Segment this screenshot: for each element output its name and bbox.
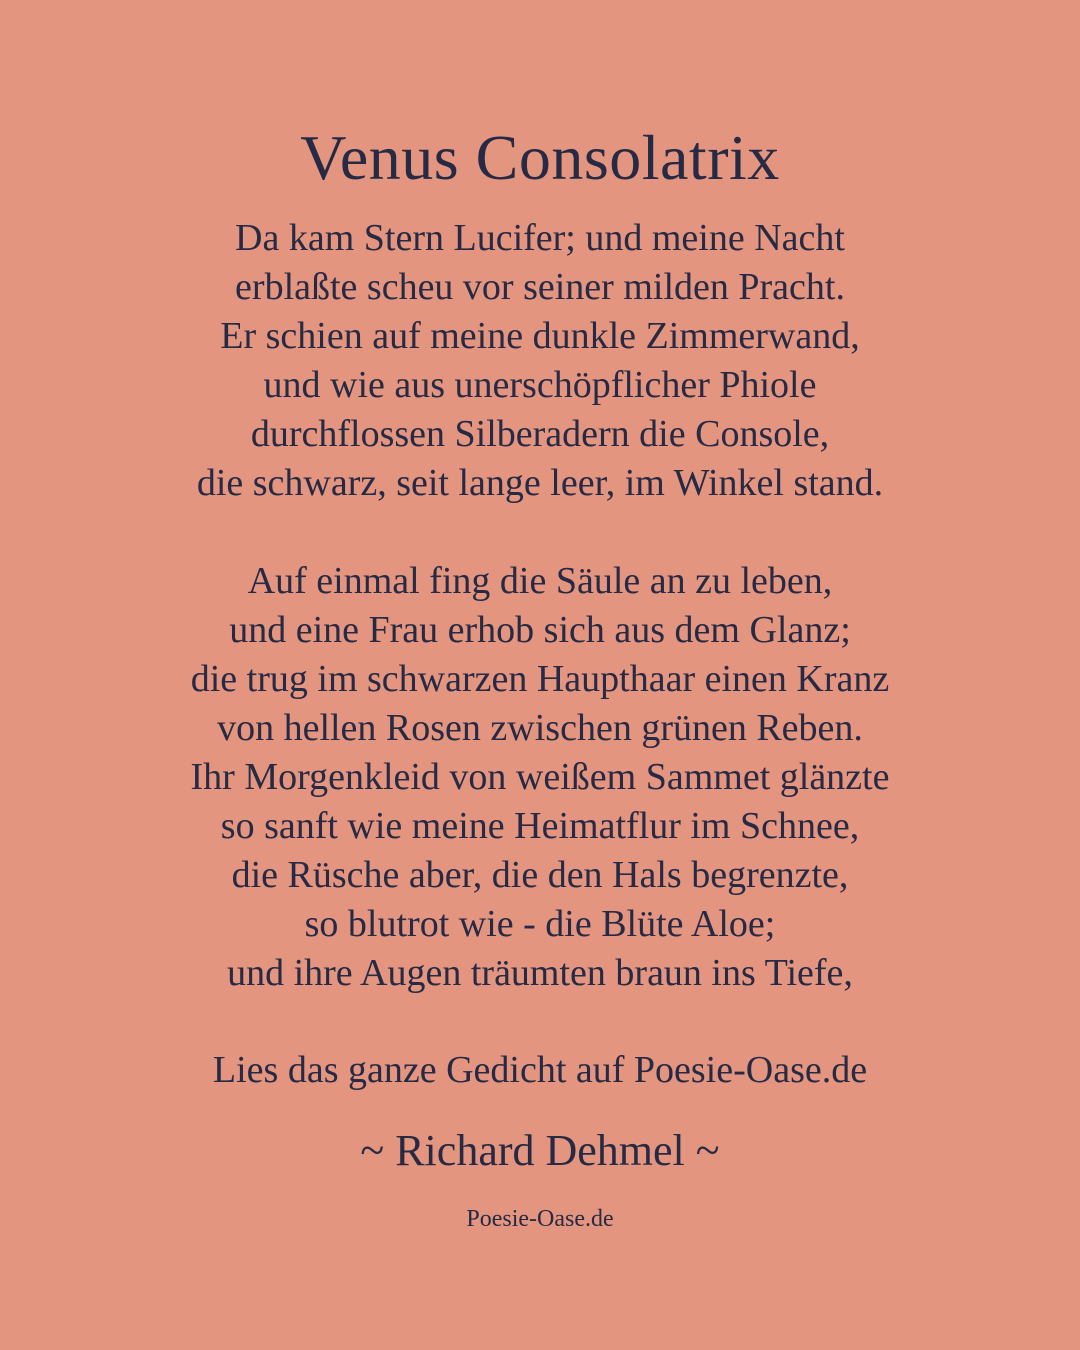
poem-line: Er schien auf meine dunkle Zimmerwand,: [220, 315, 860, 357]
poem-title: Venus Consolatrix: [300, 122, 780, 193]
poem-line: erblaßte scheu vor seiner milden Pracht.: [235, 266, 845, 308]
poem-line: und wie aus unerschöpflicher Phiole: [263, 364, 817, 406]
poem-line: die schwarz, seit lange leer, im Winkel stand.: [196, 462, 884, 504]
author-name: ~ Richard Dehmel ~: [360, 1126, 720, 1175]
footer-site-name: Poesie-Oase.de: [466, 1206, 614, 1232]
poem-line: Auf einmal fing die Säule an zu leben,: [247, 560, 833, 602]
read-more-text: Lies das ganze Gedicht auf Poesie-Oase.de: [212, 1049, 868, 1091]
poem-line: so sanft wie meine Heimatflur im Schnee,: [220, 805, 860, 847]
stanza-1: [40, 214, 1040, 508]
poem-line: Ihr Morgenkleid von weißem Sammet glänzte: [190, 756, 890, 798]
poem-line: die trug im schwarzen Haupthaar einen Kranz: [190, 658, 890, 700]
poem-line: so blutrot wie - die Blüte Aloe;: [304, 903, 776, 945]
poem-line: Da kam Stern Lucifer; und meine Nacht: [235, 217, 845, 259]
poem-line: von hellen Rosen zwischen grünen Reben.: [217, 707, 863, 749]
poem-line: die Rüsche aber, die den Hals begrenzte,: [231, 854, 849, 896]
stanza-2: [40, 557, 1040, 998]
poem-line: und ihre Augen träumten braun ins Tiefe,: [227, 952, 853, 994]
poem-line: durchflossen Silberadern die Console,: [250, 413, 830, 455]
poem-line: und eine Frau erhob sich aus dem Glanz;: [229, 609, 851, 651]
poem-body: [40, 214, 1040, 998]
